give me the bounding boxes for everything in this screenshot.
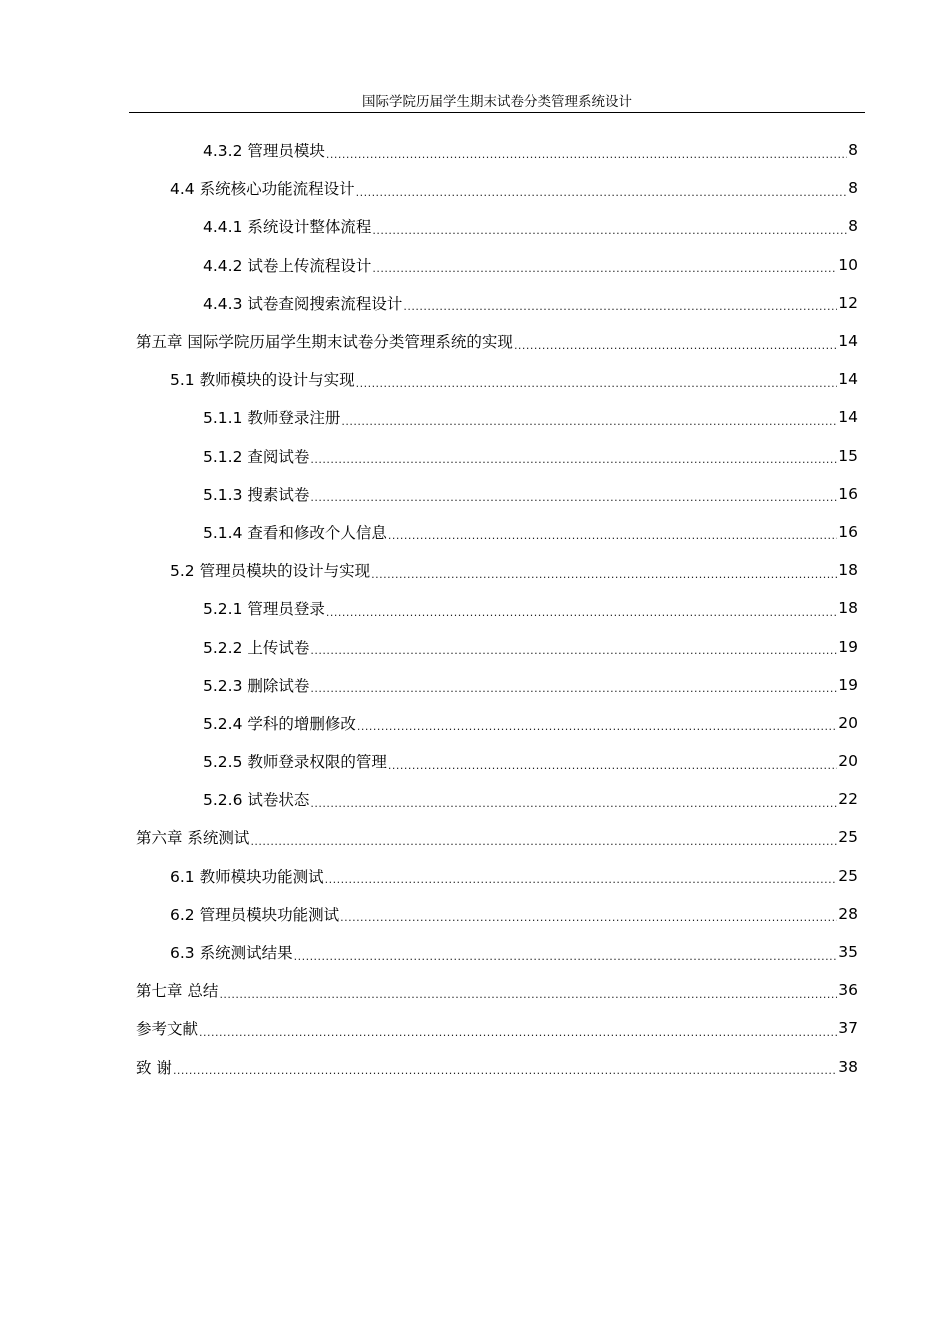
toc-dot-leader [250, 835, 837, 848]
toc-entry-page-number[interactable]: 19 [838, 675, 858, 694]
toc-entry-page-number[interactable]: 19 [838, 637, 858, 656]
toc-entry[interactable] [0, 131, 950, 169]
toc-entry-page-number[interactable]: 14 [838, 370, 858, 389]
toc-dot-leader [310, 682, 837, 695]
toc-dot-leader [310, 491, 837, 504]
toc-entry-title[interactable]: 5.2.5 教师登录权限的管理 [203, 753, 387, 772]
toc-entry[interactable] [0, 589, 950, 627]
toc-entry-title[interactable]: 5.2.1 管理员登录 [203, 600, 325, 619]
toc-entry[interactable] [0, 169, 950, 207]
toc-entry-page-number[interactable]: 12 [838, 293, 858, 312]
toc-entry-title[interactable]: 5.1.2 查阅试卷 [203, 447, 310, 466]
toc-entry[interactable] [0, 933, 950, 971]
toc-dot-leader [371, 568, 837, 581]
toc-entry[interactable] [0, 704, 950, 742]
toc-entry[interactable] [0, 857, 950, 895]
toc-entry[interactable] [0, 895, 950, 933]
toc-entry-page-number[interactable]: 35 [838, 943, 858, 962]
toc-entry-title[interactable]: 致 谢 [136, 1058, 172, 1077]
toc-entry-page-number[interactable]: 8 [848, 217, 858, 236]
toc-entry-page-number[interactable]: 22 [838, 790, 858, 809]
toc-dot-leader [310, 797, 837, 810]
toc-entry[interactable] [0, 1048, 950, 1086]
toc-entry[interactable] [0, 398, 950, 436]
toc-entry-title[interactable]: 5.2 管理员模块的设计与实现 [170, 562, 371, 581]
toc-entry-page-number[interactable]: 28 [838, 904, 858, 923]
toc-entry[interactable] [0, 818, 950, 856]
toc-entry-title[interactable]: 5.1.4 查看和修改个人信息 [203, 523, 387, 542]
toc-entry-page-number[interactable]: 14 [838, 332, 858, 351]
toc-dot-leader [325, 873, 838, 886]
toc-entry-title[interactable]: 4.4.2 试卷上传流程设计 [203, 256, 372, 275]
toc-entry[interactable] [0, 207, 950, 245]
toc-entry-page-number[interactable]: 16 [838, 522, 858, 541]
toc-entry-page-number[interactable]: 16 [838, 484, 858, 503]
toc-entry-page-number[interactable]: 15 [838, 446, 858, 465]
toc-dot-leader [326, 606, 837, 619]
toc-entry[interactable] [0, 513, 950, 551]
toc-entry-title[interactable]: 5.2.4 学科的增删修改 [203, 714, 356, 733]
toc-dot-leader [340, 911, 837, 924]
toc-dot-leader [388, 759, 837, 772]
toc-entry-page-number[interactable]: 37 [838, 1019, 858, 1038]
toc-entry[interactable] [0, 475, 950, 513]
toc-entry-title[interactable]: 4.3.2 管理员模块 [203, 142, 325, 161]
toc-dot-leader [199, 1026, 837, 1039]
toc-entry-title[interactable]: 4.4 系统核心功能流程设计 [170, 180, 355, 199]
toc-entry-page-number[interactable]: 20 [838, 752, 858, 771]
toc-entry-page-number[interactable]: 8 [848, 141, 858, 160]
table-of-contents [0, 131, 950, 1086]
toc-dot-leader [310, 644, 837, 657]
toc-entry-page-number[interactable]: 18 [838, 599, 858, 618]
toc-entry-title[interactable]: 5.1 教师模块的设计与实现 [170, 371, 355, 390]
toc-entry[interactable] [0, 971, 950, 1009]
toc-entry-title[interactable]: 5.1.3 搜素试卷 [203, 485, 310, 504]
toc-entry-title[interactable]: 6.1 教师模块功能测试 [170, 867, 324, 886]
toc-entry[interactable] [0, 360, 950, 398]
toc-entry-page-number[interactable]: 25 [838, 866, 858, 885]
toc-dot-leader [388, 529, 837, 542]
toc-entry-title[interactable]: 5.2.6 试卷状态 [203, 791, 310, 810]
toc-entry-page-number[interactable]: 20 [838, 713, 858, 732]
toc-entry-title[interactable]: 第六章 系统测试 [136, 829, 250, 848]
toc-dot-leader [514, 339, 837, 352]
toc-dot-leader [372, 224, 847, 237]
running-header [129, 92, 865, 113]
toc-dot-leader [294, 950, 838, 963]
toc-dot-leader [357, 720, 837, 733]
toc-entry[interactable] [0, 322, 950, 360]
toc-entry[interactable] [0, 284, 950, 322]
toc-entry-title[interactable]: 第七章 总结 [136, 982, 219, 1001]
toc-dot-leader [326, 148, 847, 161]
toc-entry-page-number[interactable]: 18 [838, 561, 858, 580]
toc-entry-title[interactable]: 4.4.1 系统设计整体流程 [203, 218, 372, 237]
toc-entry-page-number[interactable]: 25 [838, 828, 858, 847]
toc-entry-page-number[interactable]: 38 [838, 1057, 858, 1076]
toc-entry-title[interactable]: 6.2 管理员模块功能测试 [170, 905, 340, 924]
toc-entry[interactable] [0, 666, 950, 704]
toc-dot-leader [372, 262, 837, 275]
toc-dot-leader [219, 988, 837, 1001]
toc-entry[interactable] [0, 780, 950, 818]
toc-entry-title[interactable]: 4.4.3 试卷查阅搜索流程设计 [203, 294, 403, 313]
toc-entry-title[interactable]: 5.1.1 教师登录注册 [203, 409, 341, 428]
toc-entry[interactable] [0, 246, 950, 284]
toc-entry-page-number[interactable]: 14 [838, 408, 858, 427]
toc-entry-title[interactable]: 5.2.2 上传试卷 [203, 638, 310, 657]
toc-dot-leader [403, 300, 837, 313]
toc-dot-leader [356, 186, 848, 199]
toc-dot-leader [341, 415, 837, 428]
toc-entry-title[interactable]: 第五章 国际学院历届学生期末试卷分类管理系统的实现 [136, 333, 513, 352]
toc-entry-page-number[interactable]: 8 [848, 179, 858, 198]
toc-entry-title[interactable]: 参考文献 [136, 1020, 199, 1039]
toc-entry-page-number[interactable]: 36 [838, 981, 858, 1000]
toc-entry[interactable] [0, 437, 950, 475]
toc-dot-leader [310, 453, 837, 466]
toc-entry-title[interactable]: 5.2.3 删除试卷 [203, 676, 310, 695]
toc-entry-title[interactable]: 6.3 系统测试结果 [170, 944, 293, 963]
toc-entry-page-number[interactable]: 10 [838, 255, 858, 274]
toc-entry[interactable] [0, 551, 950, 589]
toc-entry[interactable] [0, 627, 950, 665]
running-header-title: 国际学院历届学生期末试卷分类管理系统设计 [362, 94, 632, 110]
toc-dot-leader [173, 1064, 837, 1077]
toc-entry[interactable] [0, 742, 950, 780]
toc-entry[interactable] [0, 1009, 950, 1047]
toc-dot-leader [356, 377, 838, 390]
